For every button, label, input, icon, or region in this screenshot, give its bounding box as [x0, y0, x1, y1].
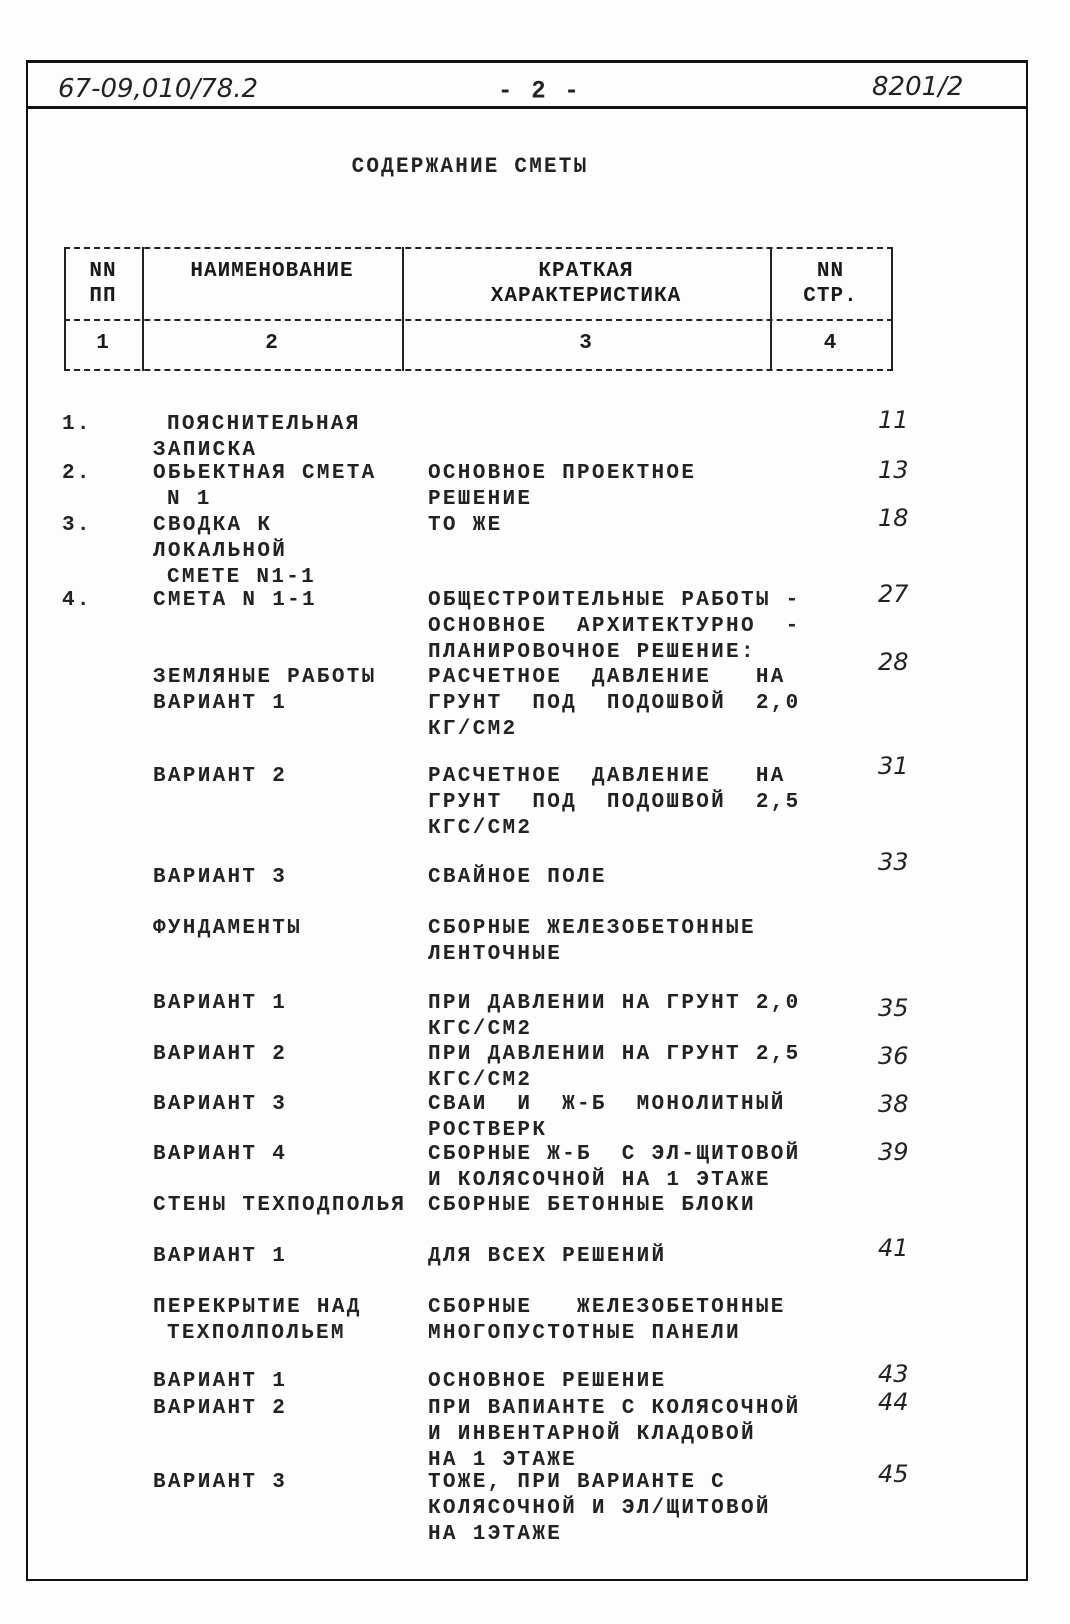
- entry-description-line: И ИНВЕНТАРНОЙ КЛАДОВОЙ: [428, 1423, 756, 1446]
- col-index-1: 1: [96, 332, 110, 355]
- header-col-number: NN ПП: [89, 260, 117, 308]
- entry-description-line: СБОРНЫЕ Ж-Б С ЭЛ-ЩИТОВОЙ: [428, 1143, 801, 1166]
- entry-description-line: РАСЧЕТНОЕ ДАВЛЕНИЕ НА: [428, 666, 786, 689]
- entry-page-number: 33: [878, 848, 909, 876]
- entry-page-number: 38: [878, 1090, 909, 1118]
- col-index-4: 4: [823, 332, 838, 355]
- entry-name-line: ПОЯСНИТЕЛЬНАЯ: [167, 413, 361, 436]
- entry-number: 1.: [62, 413, 92, 436]
- entry-description-line: ПРИ ДАВЛЕНИИ НА ГРУНТ 2,0: [428, 992, 801, 1015]
- entry-description-line: СВАЙНОЕ ПОЛЕ: [428, 866, 607, 889]
- entry-name-line: ВАРИАНТ 2: [153, 765, 288, 788]
- entry-description-line: И КОЛЯСОЧНОЙ НА 1 ЭТАЖЕ: [428, 1169, 771, 1192]
- entry-name-line: ЗАПИСКА: [153, 439, 258, 462]
- entry-description-line: КГ/СМ2: [428, 718, 518, 741]
- entry-description-line: СБОРНЫЕ БЕТОННЫЕ БЛОКИ: [428, 1194, 756, 1217]
- entry-number: 3.: [62, 514, 92, 537]
- sheet-number: 8201/2: [872, 72, 964, 102]
- table-header: [64, 247, 893, 371]
- entry-name-line: ЛОКАЛЬНОЙ: [153, 540, 288, 563]
- entry-page-number: 43: [878, 1360, 909, 1388]
- entry-page-number: 31: [878, 752, 909, 780]
- entry-name-line: ВАРИАНТ 2: [153, 1043, 288, 1066]
- entry-description-line: ТОЖЕ, ПРИ ВАРИАНТЕ С: [428, 1471, 727, 1494]
- entry-name-line: ПЕРЕКРЫТИЕ НАД: [153, 1296, 362, 1319]
- entry-name-line: СТЕНЫ ТЕХПОДПОЛЬЯ: [153, 1194, 407, 1217]
- entry-page-number: 11: [878, 406, 909, 434]
- entry-name-line: ВАРИАНТ 1: [153, 1370, 288, 1393]
- entry-name-line: ВАРИАНТ 1: [153, 992, 288, 1015]
- entry-name-line: ВАРИАНТ 3: [153, 1471, 288, 1494]
- entry-page-number: 27: [878, 580, 909, 608]
- entry-description-line: МНОГОПУСТОТНЫЕ ПАНЕЛИ: [428, 1322, 741, 1345]
- entry-description-line: ОБЩЕСТРОИТЕЛЬНЫЕ РАБОТЫ -: [428, 589, 801, 612]
- entry-description-line: ГРУНТ ПОД ПОДОШВОЙ 2,0: [428, 692, 801, 715]
- document-code: 67-09,010/78.2: [58, 74, 259, 104]
- entry-description-line: СБОРНЫЕ ЖЕЛЕЗОБЕТОННЫЕ: [428, 917, 756, 940]
- entry-description-line: СБОРНЫЕ ЖЕЛЕЗОБЕТОННЫЕ: [428, 1296, 786, 1319]
- header-col-description: КРАТКАЯ ХАРАКТЕРИСТИКА: [490, 260, 682, 308]
- entry-description-line: ГРУНТ ПОД ПОДОШВОЙ 2,5: [428, 791, 801, 814]
- entry-name-line: ВАРИАНТ 1: [153, 692, 288, 715]
- entry-name-line: N 1: [167, 488, 212, 511]
- entry-number: 4.: [62, 589, 92, 612]
- page-number: - 2 -: [498, 77, 582, 106]
- entry-description-line: НА 1 ЭТАЖЕ: [428, 1449, 578, 1472]
- entry-description-line: КГС/СМ2: [428, 817, 533, 840]
- entry-name-line: ВАРИАНТ 2: [153, 1397, 288, 1420]
- entry-description-line: ПРИ ВАПИАНТЕ С КОЛЯСОЧНОЙ: [428, 1397, 801, 1420]
- page-title: СОДЕРЖАНИЕ СМЕТЫ: [351, 155, 589, 180]
- entry-name-line: ВАРИАНТ 4: [153, 1143, 288, 1166]
- entry-description-line: КГС/СМ2: [428, 1069, 533, 1092]
- entry-description-line: КГС/СМ2: [428, 1018, 533, 1041]
- entry-description-line: РЕШЕНИЕ: [428, 488, 533, 511]
- entry-description-line: ДЛЯ ВСЕХ РЕШЕНИЙ: [428, 1245, 667, 1268]
- entry-name-line: ЗЕМЛЯНЫЕ РАБОТЫ: [153, 666, 377, 689]
- header-divider: [26, 106, 1026, 109]
- entry-name-line: СМЕТЕ N1-1: [167, 566, 317, 589]
- entry-description-line: ТО ЖЕ: [428, 514, 503, 537]
- entry-name-line: СМЕТА N 1-1: [153, 589, 317, 612]
- entry-name-line: ВАРИАНТ 3: [153, 1093, 288, 1116]
- entry-description-line: РОСТВЕРК: [428, 1119, 548, 1142]
- entry-description-line: СВАИ И Ж-Б МОНОЛИТНЫЙ: [428, 1093, 786, 1116]
- entry-description-line: ПРИ ДАВЛЕНИИ НА ГРУНТ 2,5: [428, 1043, 801, 1066]
- entry-name-line: ОБЬЕКТНАЯ СМЕТА: [153, 462, 377, 485]
- entry-name-line: ВАРИАНТ 1: [153, 1245, 288, 1268]
- entry-page-number: 28: [878, 648, 909, 676]
- col-index-2: 2: [265, 332, 279, 355]
- entry-number: 2.: [62, 462, 92, 485]
- entry-page-number: 41: [878, 1234, 909, 1262]
- entry-page-number: 39: [878, 1138, 909, 1166]
- entry-name-line: СВОДКА К: [153, 514, 273, 537]
- header-col-page: NN СТР.: [803, 260, 858, 308]
- entry-page-number: 18: [878, 504, 909, 532]
- entry-description-line: ЛЕНТОЧНЫЕ: [428, 943, 563, 966]
- entry-name-line: ТЕХПОЛПОЛЬЕМ: [167, 1322, 346, 1345]
- entry-description-line: НА 1ЭТАЖЕ: [428, 1523, 563, 1546]
- entry-name-line: ВАРИАНТ 3: [153, 866, 288, 889]
- entry-description-line: РАСЧЕТНОЕ ДАВЛЕНИЕ НА: [428, 765, 786, 788]
- entry-page-number: 35: [878, 994, 909, 1022]
- entry-description-line: ОСНОВНОЕ АРХИТЕКТУРНО -: [428, 615, 801, 638]
- entry-page-number: 45: [878, 1460, 909, 1488]
- entry-page-number: 13: [878, 456, 909, 484]
- entry-page-number: 44: [878, 1388, 909, 1416]
- entry-description-line: КОЛЯСОЧНОЙ И ЭЛ/ЩИТОВОЙ: [428, 1497, 771, 1520]
- header-col-name: НАИМЕНОВАНИЕ: [190, 260, 354, 283]
- entry-description-line: ПЛАНИРОВОЧНОЕ РЕШЕНИЕ:: [428, 641, 756, 664]
- entry-page-number: 36: [878, 1042, 909, 1070]
- entry-name-line: ФУНДАМЕНТЫ: [153, 917, 303, 940]
- entry-description-line: ОСНОВНОЕ РЕШЕНИЕ: [428, 1370, 667, 1393]
- col-index-3: 3: [579, 332, 593, 355]
- entry-description-line: ОСНОВНОЕ ПРОЕКТНОЕ: [428, 462, 697, 485]
